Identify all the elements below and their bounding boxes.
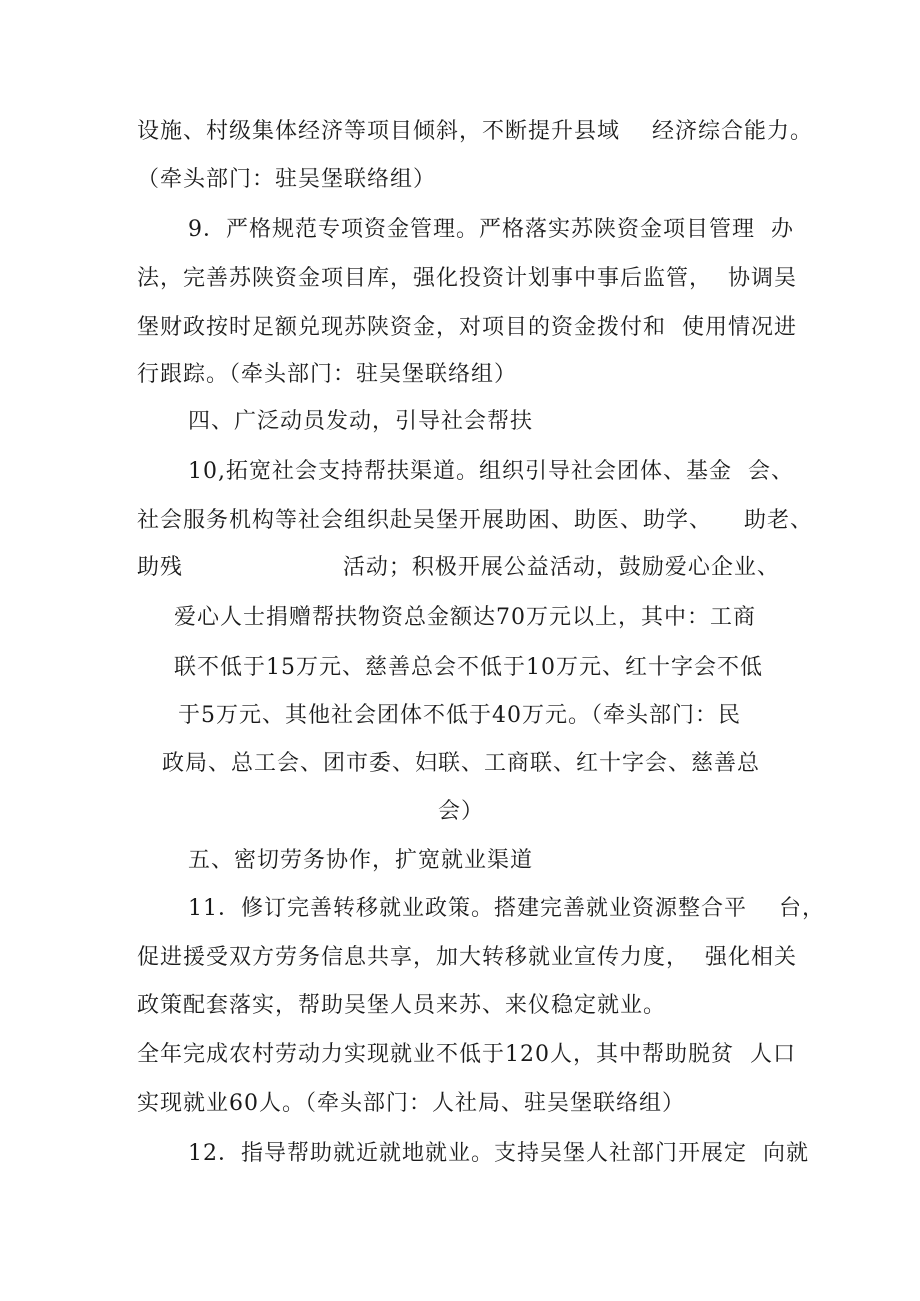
text-line-20: 全年完成农村劳动力实现就业不低于120人，其中帮助脱贫 人口	[137, 1042, 796, 1067]
text-line-9: 社会服务机构等社会组织赴吴堡开展助困、助医、助学、 助老、	[137, 508, 813, 533]
text-line-8: 10,拓宽社会支持帮扶渠道。组织引导社会团体、基金 会、	[188, 459, 794, 484]
text-line-21: 实现就业60人。（牵头部门：人社局、驻吴堡联络组）	[137, 1091, 685, 1116]
text-line-4: 法，完善苏陕资金项目库，强化投资计划事中事后监管， 协调吴	[137, 266, 797, 291]
text-line-1: 设施、村级集体经济等项目倾斜，不断提升县域 经济综合能力。	[137, 119, 813, 144]
text-line-13: 于5万元、其他社会团体不低于40万元。（牵头部门：民	[178, 703, 741, 728]
text-line-10: 助残 活动；积极开展公益活动，鼓励爱心企业、	[137, 555, 780, 580]
text-line-15: 会）	[438, 799, 485, 824]
text-line-17: 11．修订完善转移就业政策。搭建完善就业资源整合平 台，	[188, 896, 825, 921]
text-line-19: 政策配套落实，帮助吴堡人员来苏、来仪稳定就业。	[137, 993, 667, 1018]
text-line-11: 爱心人士捐赠帮扶物资总金额达70万元以上，其中：工商	[174, 605, 756, 630]
text-line-5: 堡财政按时足额兑现苏陕资金，对项目的资金拨付和 使用情况进	[137, 315, 797, 340]
section-heading-4: 四、广泛动员发动，引导社会帮扶	[188, 409, 534, 434]
text-line-2: （牵头部门：驻吴堡联络组）	[137, 167, 437, 192]
text-line-18: 促进援受双方劳务信息共享，加大转移就业宣传力度， 强化相关	[137, 945, 797, 970]
text-line-12: 联不低于15万元、慈善总会不低于10万元、红十字会不低	[174, 655, 763, 680]
text-line-3: 9．严格规范专项资金管理。严格落实苏陕资金项目管理 办	[188, 217, 794, 242]
text-line-14: 政局、总工会、团市委、妇联、工商联、红十字会、慈善总	[162, 751, 761, 776]
section-heading-5: 五、密切劳务协作，扩宽就业渠道	[188, 848, 534, 873]
text-line-22: 12．指导帮助就近就地就业。支持吴堡人社部门开展定 向就	[188, 1141, 809, 1166]
text-line-6: 行跟踪。（牵头部门：驻吴堡联络组）	[137, 362, 518, 387]
